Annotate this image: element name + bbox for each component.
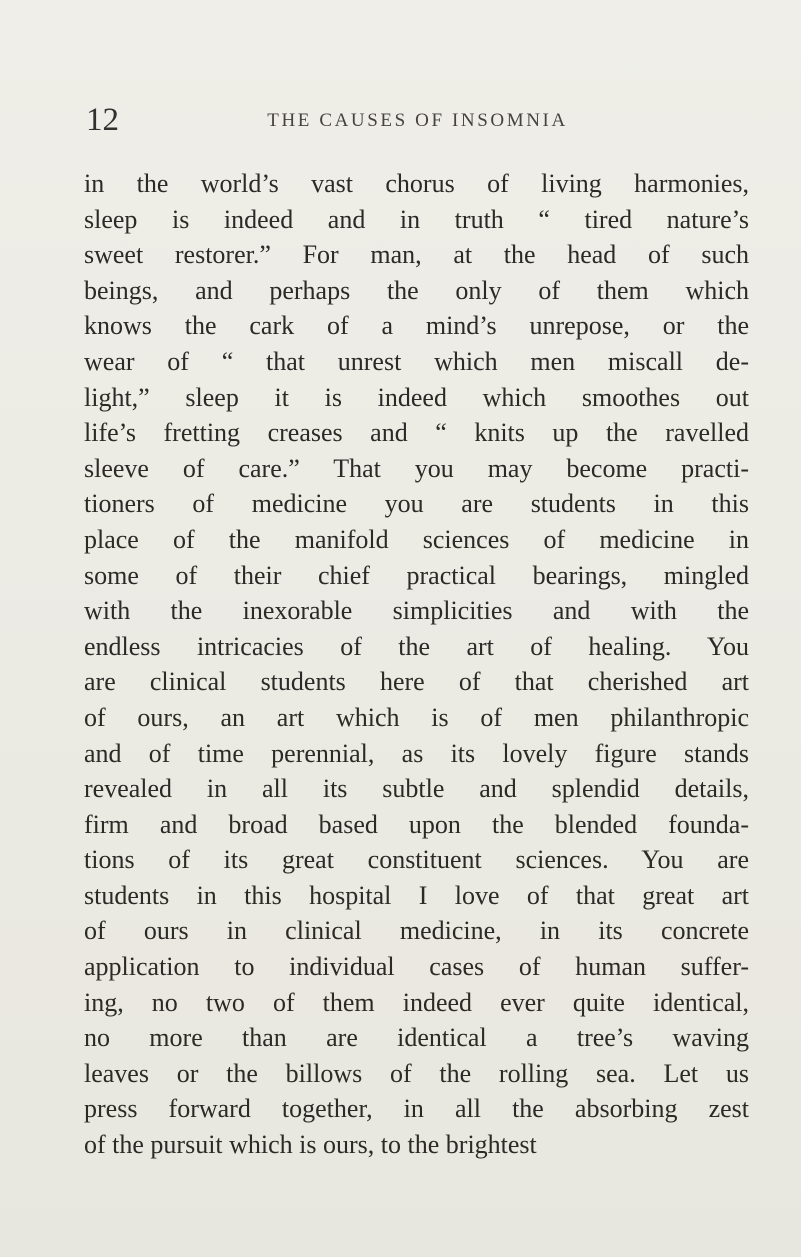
body-text <box>84 166 749 1163</box>
text-line: ing, no two of them indeed ever quite identical, <box>84 987 749 1017</box>
text-line: of ours, an art which is of men philanthropic <box>84 702 749 732</box>
text-line: are clinical students here of that cherished art <box>84 667 749 697</box>
text-line: revealed in all its subtle and splendid details, <box>84 774 749 804</box>
text-line: application to individual cases of human suffer- <box>84 952 749 982</box>
text-line: some of their chief practical bearings, mingled <box>84 560 749 590</box>
text-line: and of time perennial, as its lovely figure stands <box>84 738 749 768</box>
text-line: press forward together, in all the absorbing zest <box>84 1094 749 1124</box>
text-line: sweet restorer.” For man, at the head of such <box>84 240 749 270</box>
text-line: wear of “ that unrest which men miscall de- <box>84 346 749 376</box>
text-line: endless intricacies of the art of healing. You <box>84 631 749 661</box>
text-line: knows the cark of a mind’s unrepose, or the <box>84 311 749 341</box>
text-line: sleep is indeed and in truth “ tired nature’s <box>84 204 749 234</box>
text-line: leaves or the billows of the rolling sea. Let us <box>84 1058 749 1088</box>
running-head <box>86 100 749 140</box>
text-line: sleeve of care.” That you may become practi- <box>84 453 749 483</box>
text-line: firm and broad based upon the blended founda- <box>84 809 749 839</box>
running-title: THE CAUSES OF INSOMNIA <box>267 110 568 131</box>
text-line: with the inexorable simplicities and with the <box>84 596 749 626</box>
text-line: no more than are identical a tree’s waving <box>84 1023 749 1053</box>
text-line: light,” sleep it is indeed which smoothes out <box>84 382 749 412</box>
text-line: in the world’s vast chorus of living harmonies, <box>84 169 749 198</box>
text-line: beings, and perhaps the only of them which <box>84 275 749 305</box>
text-line: of the pursuit which is ours, to the brightest <box>84 1130 537 1160</box>
text-line: tioners of medicine you are students in this <box>84 489 749 519</box>
text-line: students in this hospital I love of that great art <box>84 880 749 910</box>
text-line: of ours in clinical medicine, in its concrete <box>84 916 749 946</box>
text-line: tions of its great constituent sciences. You are <box>84 845 749 875</box>
page-number: 12 <box>86 102 119 138</box>
text-line: place of the manifold sciences of medicine in <box>84 524 749 554</box>
text-line: life’s fretting creases and “ knits up the ravelled <box>84 418 749 448</box>
